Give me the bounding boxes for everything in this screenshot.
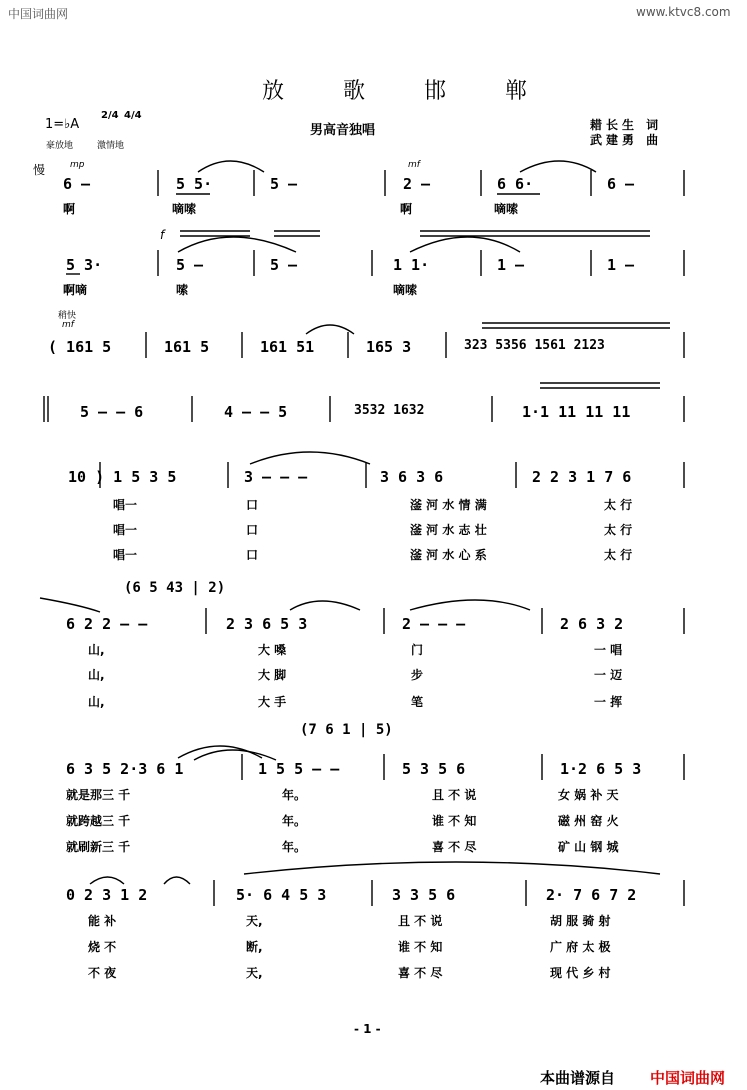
row6-v2-b: 大 脚 [258,668,287,682]
page-number: - 1 - [354,1022,381,1036]
row8-v3-d: 现 代 乡 村 [550,966,611,980]
row1-lyric-1: 啊 [63,202,76,216]
row6-m4: 2 6 3 2 [560,615,624,633]
dynamic-f: f [160,228,165,242]
row7-m1: 6 3 5 2·3 6 1 [66,760,184,778]
row1-lyric-2: 嘀嗦 [172,202,197,216]
tempo-slow: 慢 [33,163,46,177]
row2-m1: 5 3· [66,256,103,274]
row6-v3-c: 笔 [411,695,424,709]
row3-m5: 323 5356 1561 2123 [464,338,605,353]
row1-m5: 6 6· [497,175,534,193]
row7-v1-b: 年。 [282,788,307,802]
row7-v1-d: 女 娲 补 天 [558,788,619,802]
row7-v3-c: 喜 不 尽 [432,840,477,854]
row5-v1-a: 唱一 [113,498,138,512]
watermark-left: 中国词曲网 [8,7,69,21]
row7-v2-a: 就跨越三 千 [66,814,131,828]
row5-v1-b: 口 [246,498,259,512]
row8-v2-a: 烧 不 [88,940,117,954]
row2-m2: 5 – [176,256,204,274]
row8-v3-b: 天, [246,966,263,980]
row6-paren: (6 5 43 | 2) [124,580,226,596]
row7-paren: (7 6 1 | 5) [300,722,393,738]
row5-v3-b: 口 [246,548,259,562]
row2-m3: 5 – [270,256,298,274]
row1-m6: 6 – [607,175,635,193]
row8-m4: 2· 7 6 7 2 [546,886,637,904]
row8-m2: 5· 6 4 5 3 [236,886,327,904]
watermark-right: www.ktvc8.com [636,5,731,19]
meter-2-4: 2/4 [101,110,119,121]
row7-v3-d: 矿 山 钢 城 [558,840,619,854]
row7-m4: 1·2 6 5 3 [560,760,642,778]
row1-m3: 5 – [270,175,298,193]
row3-m3: 161 51 [260,338,315,356]
row8-v2-b: 断, [246,940,263,954]
row8-v2-c: 谁 不 知 [398,940,443,954]
row7-v3-a: 就刷新三 千 [66,840,131,854]
mood-1: 豪放地 [46,141,74,151]
dynamic-mp: mp [70,160,85,170]
row2-m5: 1 – [497,256,525,274]
row5-m1: 10 ) 1 5 3 5 [68,468,177,486]
row4-m2: 4 – – 5 [224,403,288,421]
row8-v1-b: 天, [246,914,263,928]
row6-m2: 2 3 6 5 3 [226,615,308,633]
row8-m1: 0 2 3 1 2 [66,886,148,904]
row4-m3: 3532 1632 [354,403,425,418]
row2-lyric-2: 嗦 [176,283,189,297]
row7-v1-a: 就是那三 千 [66,788,131,802]
row6-v3-d: 一 挥 [594,695,623,709]
row6-v1-d: 一 唱 [594,643,623,657]
row1-lyric-4: 嘀嗦 [494,202,519,216]
row5-v3-c: 滏 河 水 心 系 [410,548,487,562]
row1-lyric-3: 啊 [400,202,413,216]
row2-lyric-3: 嘀嗦 [393,283,418,297]
footer-site: 中国词曲网 [650,1069,726,1087]
mood-2: 激情地 [97,141,125,151]
row5-v2-a: 唱一 [113,523,138,537]
row1-m1: 6 – [63,175,91,193]
row5-v2-c: 滏 河 水 志 壮 [410,523,487,537]
row3-m1: ( 161 5 [48,338,112,356]
row8-v1-c: 且 不 说 [398,914,443,928]
row7-v1-c: 且 不 说 [432,788,477,802]
row1-m4: 2 – [403,175,431,193]
row5-m2: 3 – – – [244,468,308,486]
row6-m1: 6 2 2 – – [66,615,148,633]
row6-v2-d: 一 迈 [594,668,623,682]
row1-m2: 5 5· [176,175,213,193]
row5-v1-c: 滏 河 水 情 满 [410,498,487,512]
composer-credit: 武建勇 曲 [590,133,663,147]
row8-v2-d: 广 府 太 极 [550,940,611,954]
row7-v2-b: 年。 [282,814,307,828]
row5-v1-d: 太 行 [604,498,633,512]
row6-v1-b: 大 嗓 [258,643,287,657]
row6-v3-b: 大 手 [258,695,287,709]
row4-m4: 1·1 11 11 11 [522,403,631,421]
score-subtitle: 男高音独唱 [310,123,376,138]
row5-v3-a: 唱一 [113,548,138,562]
row4-m1: 5 – – 6 [80,403,144,421]
row8-v3-c: 喜 不 尽 [398,966,443,980]
lyricist-credit: 耤长生 词 [590,118,663,132]
row5-v2-b: 口 [246,523,259,537]
row7-m3: 5 3 5 6 [402,760,466,778]
row2-lyric-1: 啊嘀 [63,283,88,297]
row7-v3-b: 年。 [282,840,307,854]
row5-m4: 2 2 3 1 7 6 [532,468,632,486]
tempo-faster: 稍快 [58,311,77,321]
row6-m3: 2 – – – [402,615,466,633]
key-signature: 1=♭A [45,117,80,132]
row6-v1-c: 门 [411,643,424,657]
row8-v1-d: 胡 服 骑 射 [550,914,611,928]
row5-m3: 3 6 3 6 [380,468,444,486]
row3-m2: 161 5 [164,338,210,356]
row5-v3-d: 太 行 [604,548,633,562]
row6-v1-a: 山, [88,643,105,657]
row8-m3: 3 3 5 6 [392,886,456,904]
row2-m4: 1 1· [393,256,430,274]
row5-v2-d: 太 行 [604,523,633,537]
dynamic-mf-2: mf [62,320,74,330]
row7-v2-d: 磁 州 窑 火 [558,814,619,828]
dynamic-mf: mf [408,160,420,170]
row7-v2-c: 谁 不 知 [432,814,477,828]
row7-m2: 1 5 5 – – [258,760,340,778]
row6-v2-a: 山, [88,668,105,682]
row8-v3-a: 不 夜 [88,966,117,980]
score-title: 放 歌 邯 郸 [262,79,553,104]
row8-v1-a: 能 补 [88,914,117,928]
row6-v3-a: 山, [88,695,105,709]
row3-m4: 165 3 [366,338,412,356]
footer-source: 本曲谱源自 [540,1069,616,1087]
row6-v2-c: 步 [411,668,424,682]
row2-m6: 1 – [607,256,635,274]
meter-4-4: 4/4 [124,110,142,121]
